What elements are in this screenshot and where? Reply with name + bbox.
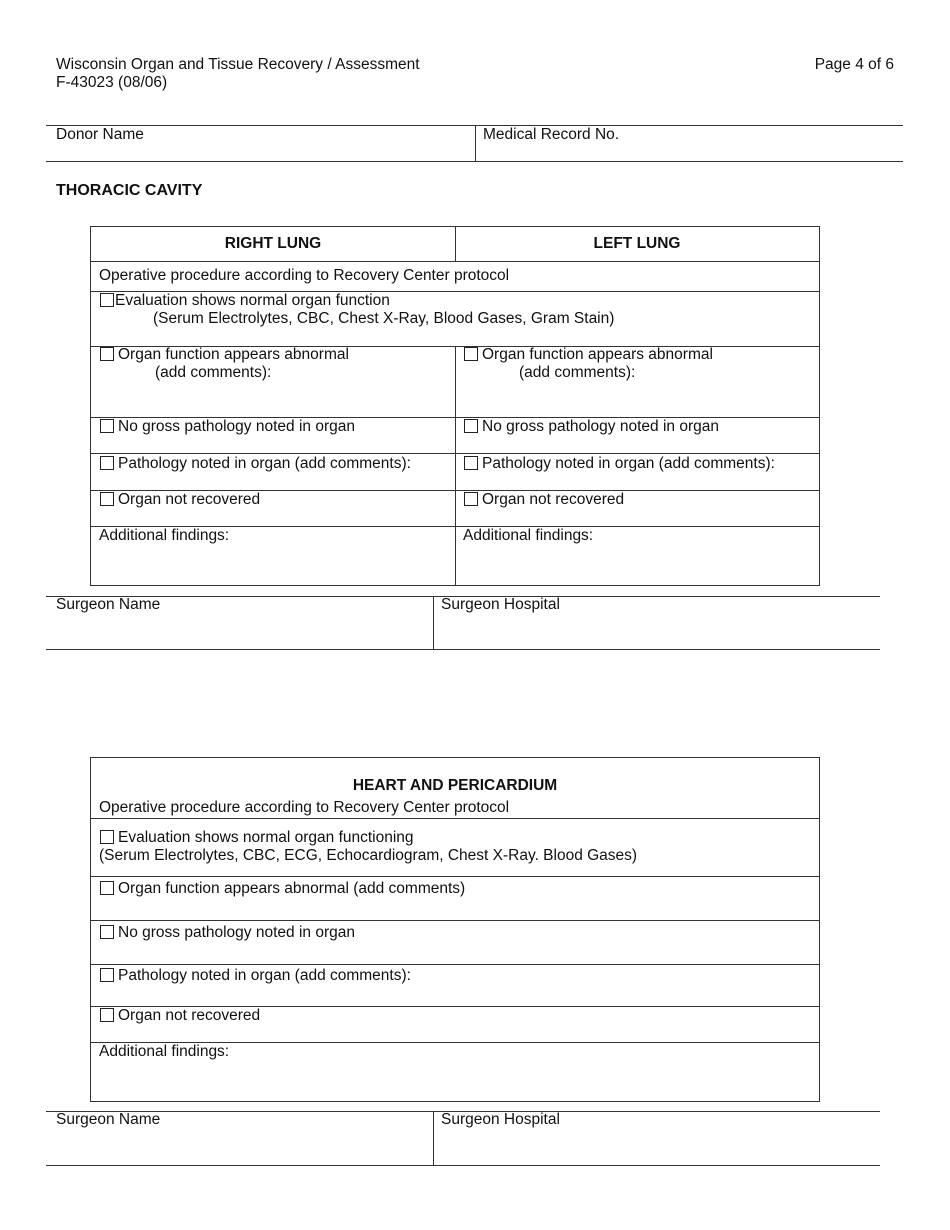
row-rule (91, 876, 819, 877)
heart-not-recovered-label: Organ not recovered (118, 1007, 261, 1024)
lung-table (90, 226, 820, 586)
heart-surgeon-hospital-field[interactable] (433, 1111, 880, 1165)
right-lung-pathology-checkbox[interactable] (100, 456, 114, 470)
right-lung-pathology-option[interactable] (100, 455, 411, 473)
lung-protocol-text: Operative procedure according to Recovery Center protocol (99, 267, 510, 284)
lung-eval-normal-option[interactable] (100, 292, 390, 310)
form-title: Wisconsin Organ and Tissue Recovery / Assessment (56, 56, 420, 73)
right-lung-no-gross-option[interactable] (100, 418, 355, 436)
page-number: Page 4 of 6 (814, 56, 894, 73)
heart-table (90, 757, 820, 1102)
heart-surgeon-hospital-label: Surgeon Hospital (441, 1111, 560, 1128)
heart-surgeon-name-label: Surgeon Name (56, 1111, 161, 1128)
heart-pathology-checkbox[interactable] (100, 968, 114, 982)
right-lung-abnormal-comments-label: (add comments): (155, 364, 272, 381)
heart-not-recovered-checkbox[interactable] (100, 1008, 114, 1022)
right-lung-additional-findings-label: Additional findings: (99, 527, 230, 544)
row-rule (91, 261, 819, 262)
heart-no-gross-checkbox[interactable] (100, 925, 114, 939)
right-lung-abnormal-option[interactable] (100, 346, 349, 364)
lung-surgeon-hospital-field[interactable] (433, 596, 880, 649)
right-lung-additional-findings-field[interactable] (91, 526, 455, 585)
right-lung-no-gross-label: No gross pathology noted in organ (118, 418, 355, 435)
lung-eval-normal-detail: (Serum Electrolytes, CBC, Chest X-Ray, Blood Gases, Gram Stain) (153, 310, 615, 327)
heart-additional-findings-field[interactable] (91, 1042, 819, 1101)
lung-surgeon-bottom-rule (46, 649, 880, 650)
heart-pathology-label: Pathology noted in organ (add comments): (118, 967, 411, 984)
heart-eval-normal-detail: (Serum Electrolytes, CBC, ECG, Echocardiogram, Chest X-Ray. Blood Gases) (99, 847, 638, 864)
left-lung-not-recovered-checkbox[interactable] (464, 492, 478, 506)
heart-no-gross-label: No gross pathology noted in organ (118, 924, 355, 941)
lung-eval-normal-label: Evaluation shows normal organ function (115, 292, 390, 309)
section-title-thoracic: THORACIC CAVITY (56, 182, 203, 199)
right-lung-abnormal-checkbox[interactable] (100, 347, 114, 361)
left-lung-no-gross-label: No gross pathology noted in organ (482, 418, 719, 435)
left-lung-abnormal-label: Organ function appears abnormal (482, 346, 713, 363)
heart-eval-normal-label: Evaluation shows normal organ functioning (118, 829, 414, 846)
heart-abnormal-option[interactable] (100, 880, 465, 898)
heart-pathology-option[interactable] (100, 967, 411, 985)
heart-protocol-text: Operative procedure according to Recovery Center protocol (99, 799, 510, 816)
right-lung-abnormal-label: Organ function appears abnormal (118, 346, 349, 363)
heart-no-gross-option[interactable] (100, 924, 355, 942)
heart-surgeon-name-field[interactable] (46, 1111, 433, 1165)
right-lung-not-recovered-label: Organ not recovered (118, 491, 261, 508)
heart-eval-normal-option[interactable] (100, 829, 414, 847)
heart-abnormal-checkbox[interactable] (100, 881, 114, 895)
left-lung-heading: LEFT LUNG (593, 235, 681, 252)
row-rule (91, 920, 819, 921)
left-lung-not-recovered-label: Organ not recovered (482, 491, 625, 508)
right-lung-not-recovered-option[interactable] (100, 491, 260, 509)
heart-not-recovered-option[interactable] (100, 1007, 260, 1025)
left-lung-additional-findings-label: Additional findings: (463, 527, 594, 544)
left-lung-abnormal-comments-label: (add comments): (519, 364, 636, 381)
heart-title: HEART AND PERICARDIUM (352, 777, 558, 794)
left-lung-abnormal-checkbox[interactable] (464, 347, 478, 361)
right-lung-no-gross-checkbox[interactable] (100, 419, 114, 433)
heart-eval-normal-checkbox[interactable] (100, 830, 114, 844)
lung-surgeon-hospital-label: Surgeon Hospital (441, 596, 560, 613)
donor-row-bottom-rule (46, 161, 903, 162)
left-lung-no-gross-checkbox[interactable] (464, 419, 478, 433)
donor-name-field[interactable] (46, 125, 475, 161)
lung-surgeon-name-label: Surgeon Name (56, 596, 161, 613)
heart-surgeon-bottom-rule (46, 1165, 880, 1166)
heart-abnormal-label: Organ function appears abnormal (add comments) (118, 880, 466, 897)
heart-additional-findings-label: Additional findings: (99, 1043, 230, 1060)
left-lung-no-gross-option[interactable] (464, 418, 719, 436)
left-lung-pathology-label: Pathology noted in organ (add comments): (482, 455, 775, 472)
form-number: F-43023 (08/06) (56, 74, 168, 91)
right-lung-not-recovered-checkbox[interactable] (100, 492, 114, 506)
lung-surgeon-name-field[interactable] (46, 596, 433, 649)
heading-divider (455, 227, 456, 261)
medical-record-label: Medical Record No. (483, 126, 620, 143)
left-lung-pathology-option[interactable] (464, 455, 775, 473)
right-lung-pathology-label: Pathology noted in organ (add comments): (118, 455, 411, 472)
row-rule (91, 818, 819, 819)
left-lung-not-recovered-option[interactable] (464, 491, 624, 509)
left-lung-additional-findings-field[interactable] (455, 526, 819, 585)
row-rule (91, 964, 819, 965)
right-lung-heading: RIGHT LUNG (224, 235, 322, 252)
donor-name-label: Donor Name (56, 126, 144, 143)
medical-record-field[interactable] (475, 125, 903, 161)
left-lung-pathology-checkbox[interactable] (464, 456, 478, 470)
left-lung-abnormal-option[interactable] (464, 346, 713, 364)
lung-eval-normal-checkbox[interactable] (100, 293, 114, 307)
row-rule (91, 453, 819, 454)
